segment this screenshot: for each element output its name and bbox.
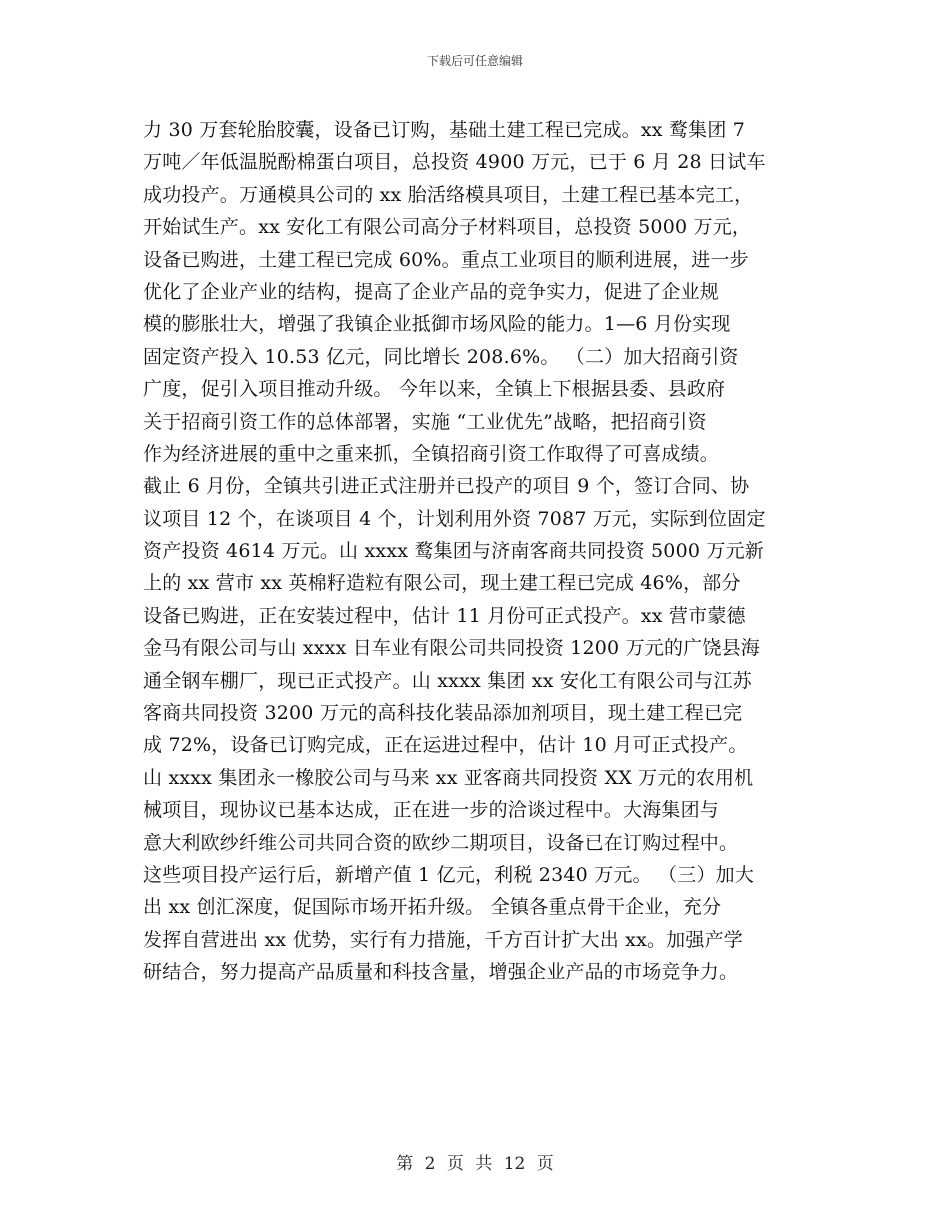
text-line: 固定资产投入 10.53 亿元，同比增长 208.6%。 （二）加大招商引资: [143, 345, 739, 368]
text-line: 成 72%，设备已订购完成，正在运进过程中，估计 10 月可正式投产。: [143, 734, 748, 757]
text-line: 资产投资 4614 万元。山 xxxx 鹜集团与济南客商共同投资 5000 万元新: [143, 540, 765, 563]
text-line: 械项目，现协议已基本达成，正在进一步的洽谈过程中。大海集团与: [143, 799, 720, 822]
text-line: 这些项目投产运行后，新增产值 1 亿元，利税 2340 万元。 （三）加大: [143, 863, 755, 886]
text-line: 客商共同投资 3200 万元的高科技化装品添加剂项目，现土建工程已完: [143, 702, 743, 725]
text-line: 力 30 万套轮胎胶囊，设备已订购，基础土建工程已完成。xx 鹜集团 7: [143, 119, 746, 141]
text-line: 发挥自营进出 xx 优势，实行有力措施，千方百计扩大出 xx。加强产学: [143, 928, 743, 951]
text-line: 金马有限公司与山 xxxx 日车业有限公司共同投资 1200 万元的广饶县海: [143, 637, 760, 660]
text-line: 广度，促引入项目推动升级。 今年以来，全镇上下根据县委、县政府: [143, 378, 726, 401]
text-line: 通全钢车棚厂，现已正式投产。山 xxxx 集团 xx 安化工有限公司与江苏: [143, 669, 752, 692]
text-line: 优化了企业产业的结构，提高了企业产品的竞争实力，促进了企业规: [143, 280, 720, 303]
text-line: 作为经济进展的重中之重来抓，全镇招商引资工作取得了可喜成绩。: [143, 442, 720, 465]
text-line: 上的 xx 营市 xx 英棉籽造粒有限公司，现土建工程已完成 46%，部分: [143, 572, 741, 595]
text-line: 研结合，努力提高产品质量和科技含量，增强企业产品的市场竞争力。: [143, 961, 739, 984]
text-line: 万吨／年低温脱酚棉蛋白项目，总投资 4900 万元，已于 6 月 28 日试车: [143, 151, 766, 174]
text-line: 关于招商引资工作的总体部署，实施 “工业优先”战略，把招商引资: [143, 410, 707, 433]
text-line: 意大利欧纱纤维公司共同合资的欧纱二期项目，设备已在订购过程中。: [143, 831, 739, 854]
text-line: 开始试生产。xx 安化工有限公司高分子材料项目，总投资 5000 万元，: [143, 216, 752, 239]
text-line: 截止 6 月份，全镇共引进正式注册并已投产的项目 9 个，签订合同、协: [143, 475, 750, 498]
text-line: 出 xx 创汇深度，促国际市场开拓升级。 全镇各重点骨干企业，充分: [143, 896, 722, 919]
text-line: 山 xxxx 集团永一橡胶公司与马来 xx 亚客商共同投资 XX 万元的农用机: [143, 766, 754, 789]
page-number-footer: 第 2 页 共 12 页: [396, 1154, 554, 1174]
document-body: [143, 114, 823, 989]
text-line: 设备已购进，土建工程已完成 60%。重点工业项目的顺利进展，进一步: [143, 248, 749, 271]
text-line: 议项目 12 个，在谈项目 4 个，计划利用外资 7087 万元，实际到位固定: [143, 507, 766, 530]
text-line: 模的膨胀壮大，增强了我镇企业抵御市场风险的能力。1—6 月份实现: [143, 313, 731, 336]
text-line: 成功投产。万通模具公司的 xx 胎活络模具项目，土建工程已基本完工，: [143, 183, 754, 206]
page-header: 下载后可任意编辑: [426, 54, 523, 68]
text-line: 设备已购进，正在安装过程中，估计 11 月份可正式投产。xx 营市蒙德: [143, 604, 746, 627]
